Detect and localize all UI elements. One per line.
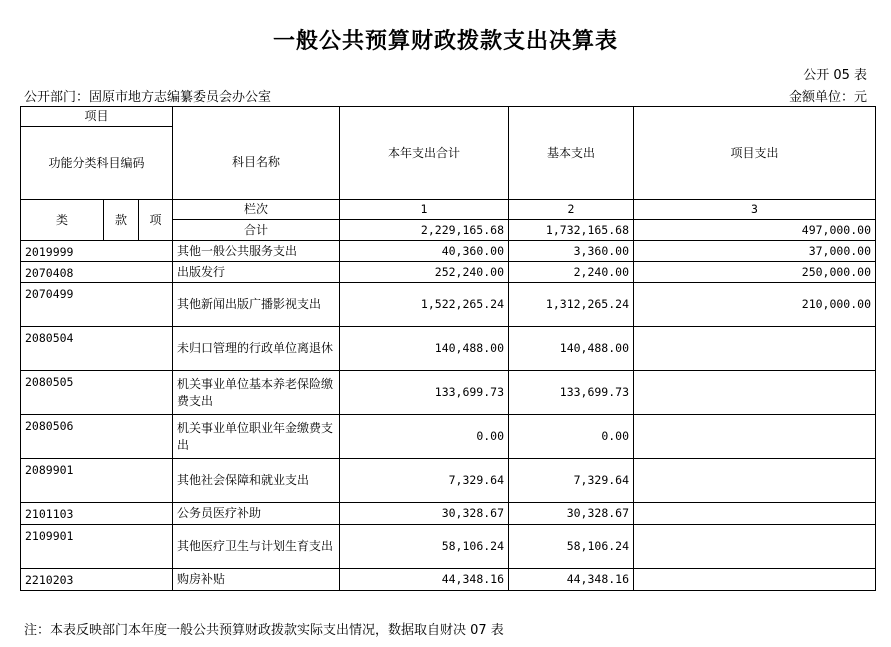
row-total: 133,699.73 bbox=[340, 371, 509, 415]
table-row bbox=[21, 371, 876, 415]
row-total: 252,240.00 bbox=[340, 262, 509, 283]
row-project bbox=[634, 415, 876, 459]
row-basic: 30,328.67 bbox=[509, 503, 634, 525]
unit-label: 金额单位：元 bbox=[788, 90, 867, 105]
header-col-project: 项目支出 bbox=[634, 107, 876, 200]
table-row bbox=[21, 262, 876, 283]
row-total: 140,488.00 bbox=[340, 327, 509, 371]
row-project: 37,000.00 bbox=[634, 241, 876, 262]
row-code: 2109901 bbox=[21, 525, 173, 569]
row-project bbox=[634, 459, 876, 503]
table-row bbox=[21, 569, 876, 591]
row-subject-name: 其他社会保障和就业支出 bbox=[173, 459, 340, 503]
row-basic: 1,312,265.24 bbox=[509, 283, 634, 327]
row-subject-name: 出版发行 bbox=[173, 262, 340, 283]
row-basic: 133,699.73 bbox=[509, 371, 634, 415]
total-project: 497,000.00 bbox=[634, 220, 876, 241]
row-code: 2019999 bbox=[21, 241, 173, 262]
row-code: 2070499 bbox=[21, 283, 173, 327]
row-project bbox=[634, 327, 876, 371]
row-code: 2210203 bbox=[21, 569, 173, 591]
row-subject-name: 其他医疗卫生与计划生育支出 bbox=[173, 525, 340, 569]
header-col-num-1: 1 bbox=[340, 200, 509, 220]
row-total: 0.00 bbox=[340, 415, 509, 459]
table-row bbox=[21, 459, 876, 503]
row-code: 2070408 bbox=[21, 262, 173, 283]
header-lanci: 栏次 bbox=[173, 200, 340, 220]
table-row bbox=[21, 327, 876, 371]
row-project bbox=[634, 569, 876, 591]
header-lei: 类 bbox=[21, 200, 104, 241]
row-basic: 7,329.64 bbox=[509, 459, 634, 503]
form-code: 公开 05 表 bbox=[803, 68, 867, 83]
row-basic: 0.00 bbox=[509, 415, 634, 459]
total-sum: 2,229,165.68 bbox=[340, 220, 509, 241]
row-code: 2080506 bbox=[21, 415, 173, 459]
header-col-num-2: 2 bbox=[509, 200, 634, 220]
table-row bbox=[21, 503, 876, 525]
row-project: 250,000.00 bbox=[634, 262, 876, 283]
row-subject-name: 机关事业单位职业年金缴费支出 bbox=[173, 415, 340, 459]
table-row bbox=[21, 415, 876, 459]
header-subject-name: 科目名称 bbox=[173, 127, 340, 200]
department-label: 公开部门：固原市地方志编纂委员会办公室 bbox=[24, 90, 272, 105]
table-row bbox=[21, 283, 876, 327]
row-code: 2089901 bbox=[21, 459, 173, 503]
header-kuan: 款 bbox=[104, 200, 139, 241]
row-basic: 58,106.24 bbox=[509, 525, 634, 569]
header-col-basic: 基本支出 bbox=[509, 107, 634, 200]
row-subject-name: 公务员医疗补助 bbox=[173, 503, 340, 525]
row-subject-name: 机关事业单位基本养老保险缴费支出 bbox=[173, 371, 340, 415]
header-func-code: 功能分类科目编码 bbox=[21, 127, 173, 200]
row-basic: 3,360.00 bbox=[509, 241, 634, 262]
row-total: 58,106.24 bbox=[340, 525, 509, 569]
row-subject-name: 未归口管理的行政单位离退休 bbox=[173, 327, 340, 371]
row-total: 30,328.67 bbox=[340, 503, 509, 525]
row-subject-name: 其他新闻出版广播影视支出 bbox=[173, 283, 340, 327]
row-code: 2101103 bbox=[21, 503, 173, 525]
total-basic: 1,732,165.68 bbox=[509, 220, 634, 241]
row-basic: 44,348.16 bbox=[509, 569, 634, 591]
row-subject-name: 购房补贴 bbox=[173, 569, 340, 591]
header-item: 项目 bbox=[21, 107, 173, 127]
row-project bbox=[634, 525, 876, 569]
row-project: 210,000.00 bbox=[634, 283, 876, 327]
table-row bbox=[21, 241, 876, 262]
row-project bbox=[634, 503, 876, 525]
total-label: 合计 bbox=[173, 220, 340, 241]
table-row bbox=[21, 525, 876, 569]
footnote: 注：本表反映部门本年度一般公共预算财政拨款实际支出情况，数据取自财决 07 表 bbox=[24, 623, 504, 638]
row-subject-name: 其他一般公共服务支出 bbox=[173, 241, 340, 262]
expenditure-table bbox=[20, 106, 876, 591]
header-blank bbox=[173, 107, 340, 127]
row-total: 40,360.00 bbox=[340, 241, 509, 262]
row-basic: 2,240.00 bbox=[509, 262, 634, 283]
header-col-num-3: 3 bbox=[634, 200, 876, 220]
row-total: 44,348.16 bbox=[340, 569, 509, 591]
row-basic: 140,488.00 bbox=[509, 327, 634, 371]
row-code: 2080504 bbox=[21, 327, 173, 371]
row-total: 1,522,265.24 bbox=[340, 283, 509, 327]
row-total: 7,329.64 bbox=[340, 459, 509, 503]
row-code: 2080505 bbox=[21, 371, 173, 415]
header-col-total: 本年支出合计 bbox=[340, 107, 509, 200]
page-title: 一般公共预算财政拨款支出决算表 bbox=[272, 28, 618, 54]
header-xiang: 项 bbox=[139, 200, 173, 241]
row-project bbox=[634, 371, 876, 415]
